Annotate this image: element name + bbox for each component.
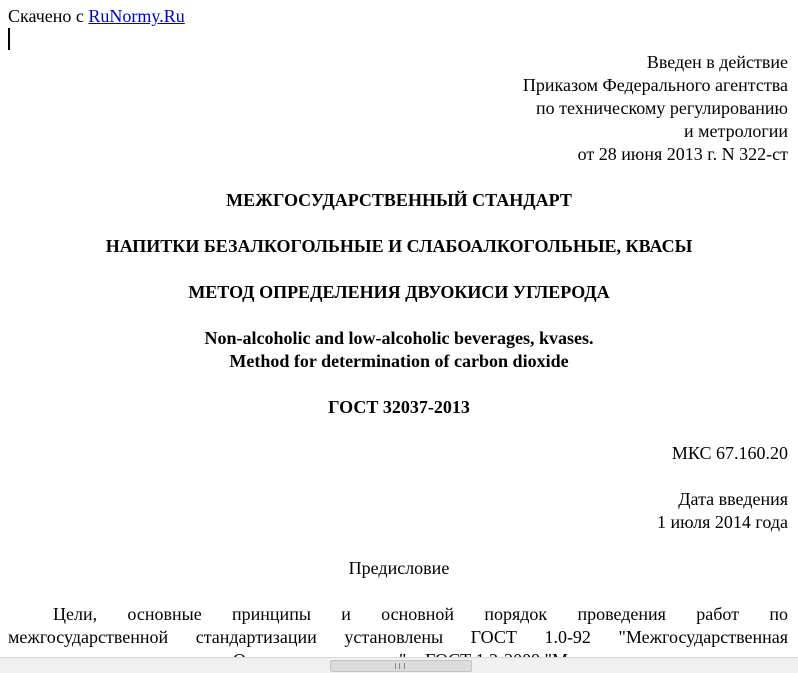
gost-number: ГОСТ 32037-2013 [328, 397, 470, 417]
intro-line-1: Введен в действие [646, 52, 788, 72]
preface-paragraph-line-1 [8, 603, 788, 626]
effective-date: 1 июля 2014 года [657, 512, 788, 532]
intro-line-5: от 28 июня 2013 г. N 322-ст [577, 144, 788, 164]
intro-line-4: и метрологии [684, 121, 788, 141]
method-title: МЕТОД ОПРЕДЕЛЕНИЯ ДВУОКИСИ УГЛЕРОДА [188, 282, 610, 302]
standard-name-title: НАПИТКИ БЕЗАЛКОГОЛЬНЫЕ И СЛАБОАЛКОГОЛЬНЫЕ, КВАСЫ [105, 236, 693, 256]
horizontal-scrollbar[interactable] [0, 657, 798, 673]
scrollbar-grip-icon [395, 663, 405, 669]
preface-heading: Предисловие [348, 558, 450, 578]
intro-line-3: по техническому регулированию [535, 98, 788, 118]
text-cursor [8, 28, 10, 50]
downloaded-from [8, 5, 185, 28]
downloaded-prefix: Скачено с [8, 6, 84, 26]
preface-paragraph-line-2 [8, 626, 788, 649]
preface-text-1: Цели, основные принципы и основной порядок проведения работ по [53, 604, 788, 624]
english-title-line-2: Method for determination of carbon dioxide [229, 351, 569, 371]
intro-line-2: Приказом Федерального агентства [522, 75, 788, 95]
english-title-line-1: Non-alcoholic and low-alcoholic beverages, kvases. [204, 328, 594, 348]
effective-date-label: Дата введения [678, 489, 788, 509]
standard-type-title: МЕЖГОСУДАРСТВЕННЫЙ СТАНДАРТ [226, 190, 572, 210]
runormy-link[interactable]: RuNormy.Ru [88, 6, 185, 26]
scrollbar-thumb[interactable] [330, 660, 472, 672]
mks-code: МКС 67.160.20 [671, 443, 788, 463]
preface-text-2: межгосударственной стандартизации установлены ГОСТ 1.0-92 "Межгосударственная [8, 627, 788, 647]
